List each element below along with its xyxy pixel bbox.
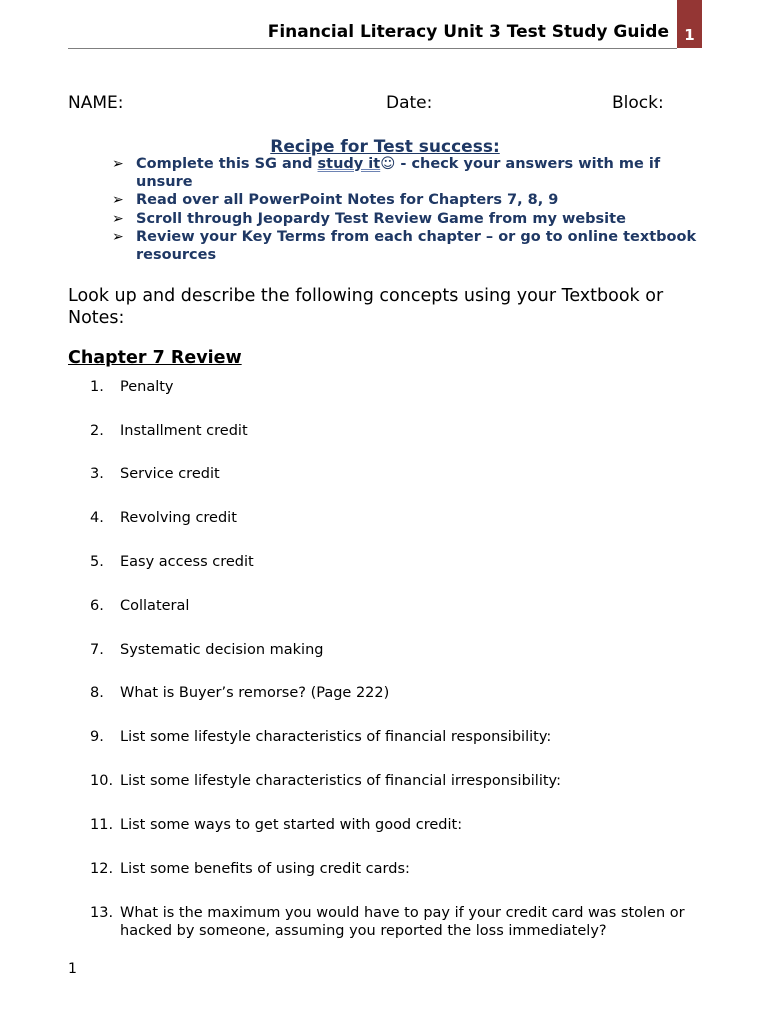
page-number-badge: 1 <box>677 0 702 48</box>
study-it-link[interactable]: study it <box>317 156 381 172</box>
recipe-item-text: Scroll through Jeopardy Test Review Game from my website <box>136 210 626 227</box>
question-item <box>90 509 700 527</box>
recipe-item-text: Read over all PowerPoint Notes for Chapters 7, 8, 9 <box>136 192 559 208</box>
question-number: 2. <box>90 423 104 439</box>
question-item <box>90 684 700 702</box>
footer-page-number: 1 <box>68 961 77 977</box>
recipe-item <box>112 211 702 229</box>
question-text: List some lifestyle characteristics of financial irresponsibility: <box>120 773 561 789</box>
question-text: Service credit <box>120 466 220 482</box>
question-item <box>90 641 700 659</box>
question-text: Easy access credit <box>120 554 254 570</box>
question-text: Revolving credit <box>120 510 237 526</box>
question-item <box>90 378 700 396</box>
question-item <box>90 597 700 615</box>
recipe-item-text: Review your Key Terms from each chapter – or go to online textbook resources <box>136 229 697 263</box>
question-number: 13. <box>90 905 114 921</box>
recipe-item <box>112 156 702 191</box>
question-text: Penalty <box>120 379 174 395</box>
question-item <box>90 728 700 746</box>
recipe-list <box>112 156 702 265</box>
question-text: List some lifestyle characteristics of financial responsibility: <box>120 729 552 745</box>
question-number: 12. <box>90 861 114 877</box>
question-item <box>90 465 700 483</box>
header-divider <box>68 48 677 49</box>
question-number: 10. <box>90 773 114 789</box>
recipe-item <box>112 192 702 210</box>
question-number: 1. <box>90 379 104 395</box>
instructions-paragraph: Look up and describe the following concepts using your Textbook or Notes: <box>68 286 664 328</box>
arrow-bullet-icon: ➢ <box>112 192 124 208</box>
recipe-item <box>112 229 702 264</box>
recipe-item-text: Complete this SG and <box>136 156 318 172</box>
question-number: 11. <box>90 817 114 833</box>
question-item <box>90 772 700 790</box>
question-number: 8. <box>90 685 104 701</box>
arrow-bullet-icon: ➢ <box>112 210 124 227</box>
question-text: What is the maximum you would have to pay if your credit card was stolen or hacked by someone, assuming you reported the loss immediately? <box>120 905 685 939</box>
recipe-title: Recipe for Test success: <box>270 137 500 157</box>
question-number: 7. <box>90 642 104 658</box>
question-item <box>90 422 700 440</box>
chapter-7-heading: Chapter 7 Review <box>68 348 242 368</box>
question-number: 6. <box>90 598 104 614</box>
question-number: 5. <box>90 554 104 570</box>
question-text: What is Buyer’s remorse? (Page 222) <box>120 685 390 701</box>
question-item <box>90 860 700 878</box>
question-item <box>90 904 700 940</box>
arrow-bullet-icon: ➢ <box>112 156 124 172</box>
question-item <box>90 816 700 834</box>
question-number: 3. <box>90 466 104 482</box>
recipe-item-text: ☺ - check your answers with me if unsure <box>136 156 661 190</box>
question-number: 4. <box>90 510 104 526</box>
document-header-title: Financial Literacy Unit 3 Test Study Guide <box>267 22 669 42</box>
name-label: NAME: <box>68 93 124 113</box>
block-label: Block: <box>612 93 664 113</box>
question-number: 9. <box>90 729 104 745</box>
question-text: Installment credit <box>120 423 248 439</box>
arrow-bullet-icon: ➢ <box>112 229 124 245</box>
question-text: Systematic decision making <box>120 642 324 658</box>
date-label: Date: <box>386 93 433 113</box>
question-item <box>90 553 700 571</box>
question-text: List some ways to get started with good credit: <box>120 817 463 833</box>
question-text: List some benefits of using credit cards: <box>120 861 410 877</box>
question-text: Collateral <box>120 598 190 614</box>
